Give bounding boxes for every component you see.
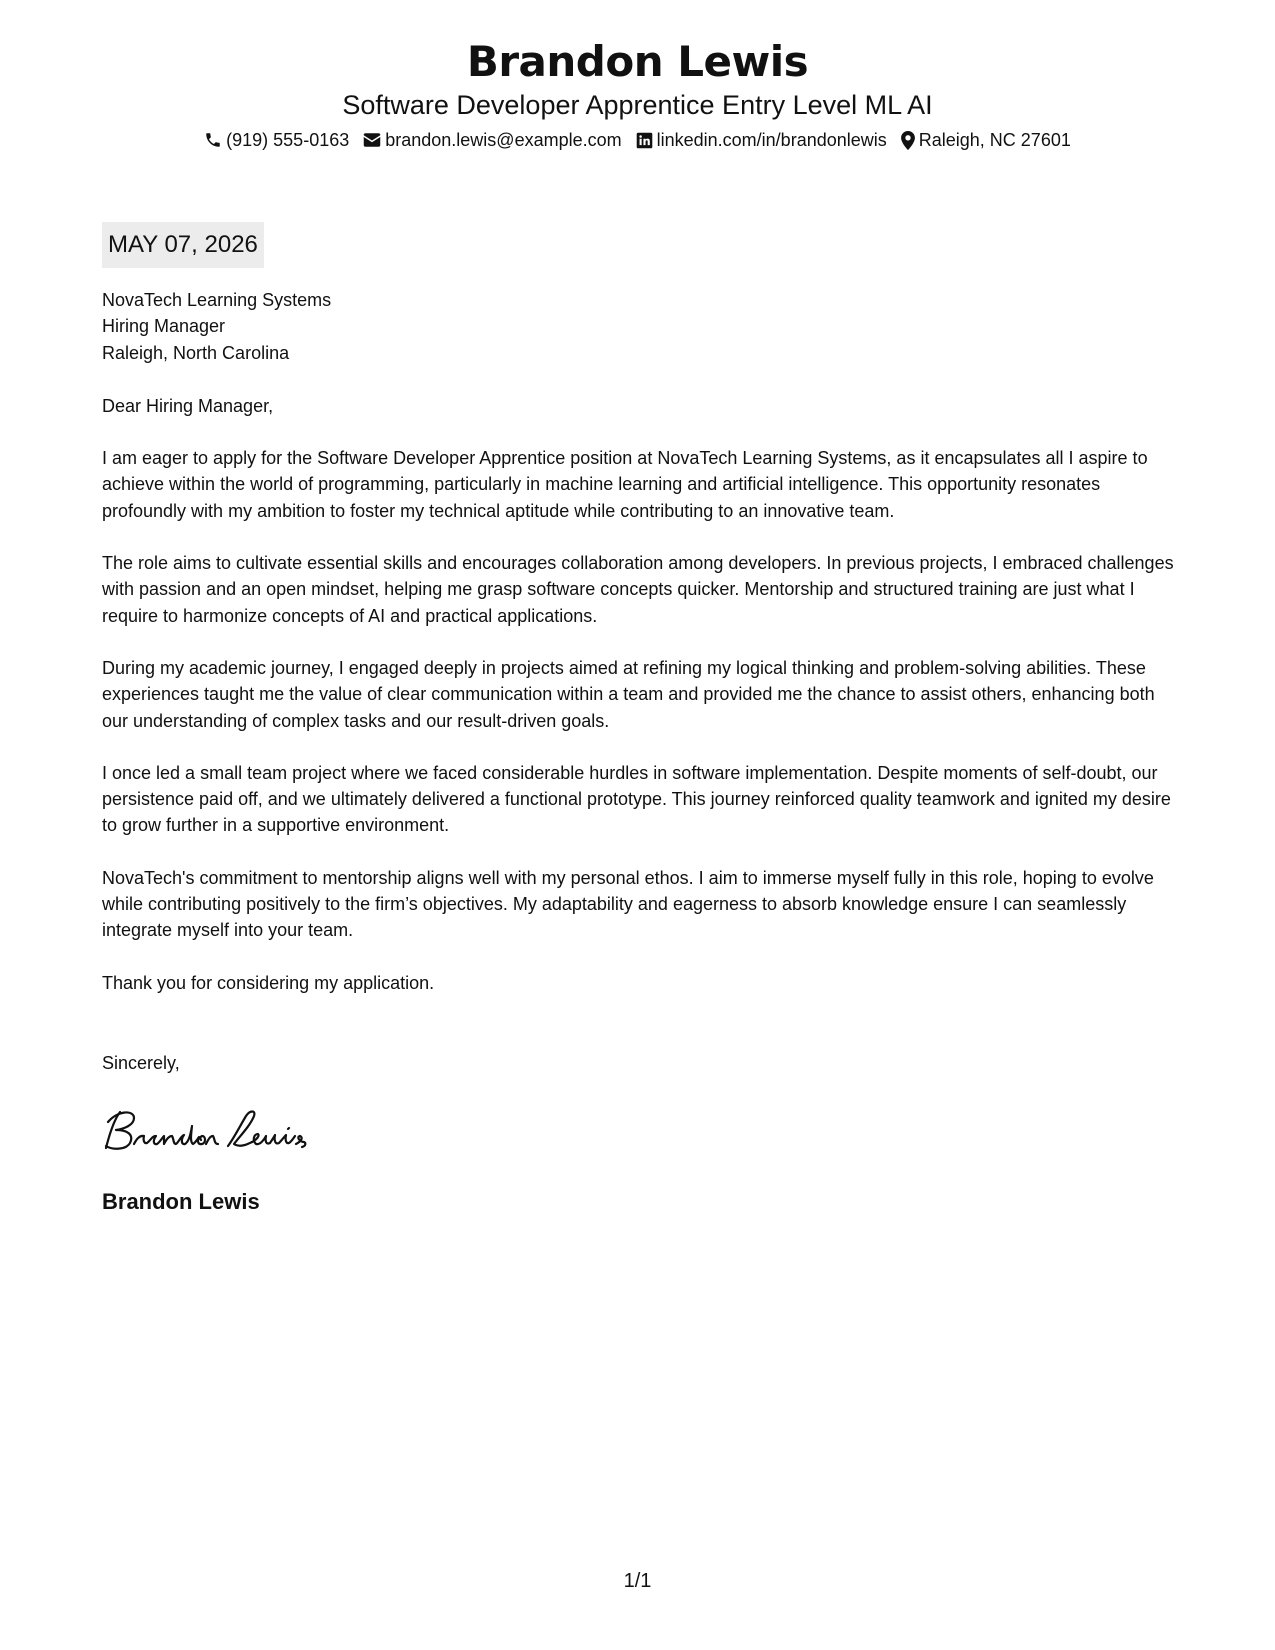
- contact-location: [901, 128, 1071, 152]
- contact-phone: [204, 128, 349, 152]
- recipient-block: [102, 287, 1182, 366]
- signer-name: Brandon Lewis: [102, 1189, 260, 1214]
- envelope-icon: [363, 132, 381, 148]
- closing-thanks: Thank you for considering my application.: [102, 972, 435, 993]
- applicant-title: Software Developer Apprentice Entry Level ML AI: [342, 90, 933, 120]
- phone-text: (919) 555-0163: [226, 130, 350, 150]
- location-text: Raleigh, NC 27601: [918, 130, 1071, 150]
- linkedin-text: linkedin.com/in/brandonlewis: [656, 130, 887, 150]
- paragraph-1: I am eager to apply for the Software Developer Apprentice position at NovaTech Learning Systems, as it encapsulates all I aspire to achieve within the world of programming, particularly in machine learning and artificial intelligence. This opportunity resonates profoundly with my ambition to foster my technical aptitude while contributing to an innovative team.: [102, 448, 1148, 521]
- paragraph-2: The role aims to cultivate essential skills and encourages collaboration among developers. In previous projects, I embraced challenges with passion and an open mindset, helping me grasp software concepts quicker. Mentorship and structured training are just what I require to harmonize concepts of AI and practical applications.: [102, 553, 1174, 626]
- closing-line: Sincerely,: [102, 1053, 180, 1073]
- recipient-location: Raleigh, North Carolina: [102, 342, 290, 363]
- contact-email: [363, 128, 621, 152]
- recipient-company: NovaTech Learning Systems: [102, 290, 332, 310]
- letter-header: [0, 34, 1275, 152]
- letter-date: MAY 07, 2026: [102, 222, 264, 268]
- handwritten-signature: [100, 1102, 330, 1158]
- paragraph-5: NovaTech's commitment to mentorship aligns well with my personal ethos. I aim to immerse myself fully in this role, hoping to evolve while contributing positively to the firm’s objectives. My adaptability and eagerness to absorb knowledge ensure I can seamlessly integrate myself into your team.: [102, 867, 1154, 941]
- phone-icon: [204, 131, 222, 149]
- applicant-name: Brandon Lewis: [466, 37, 809, 86]
- linkedin-icon: [636, 132, 653, 149]
- email-text: brandon.lewis@example.com: [385, 130, 622, 150]
- paragraph-4: I once led a small team project where we faced considerable hurdles in software implementation. Despite moments of self-doubt, our persistence paid off, and we ultimately delivered a functional prototype. This journey reinforced quality teamwork and ignited my desire to grow further in a supportive environment.: [102, 762, 1171, 836]
- contact-linkedin: [636, 128, 887, 152]
- map-pin-icon: [901, 131, 915, 150]
- contact-bar: [0, 128, 1275, 152]
- recipient-contact: Hiring Manager: [102, 316, 226, 337]
- salutation: Dear Hiring Manager,: [102, 395, 274, 416]
- letter-body: [102, 287, 1182, 996]
- paragraph-3: During my academic journey, I engaged deeply in projects aimed at refining my logical thinking and problem-solving abilities. These experiences taught me the value of clear communication within a team and provided me the chance to assist others, enhancing both our understanding of complex tasks and our result-driven goals.: [102, 657, 1155, 731]
- page-number: 1/1: [623, 1570, 652, 1592]
